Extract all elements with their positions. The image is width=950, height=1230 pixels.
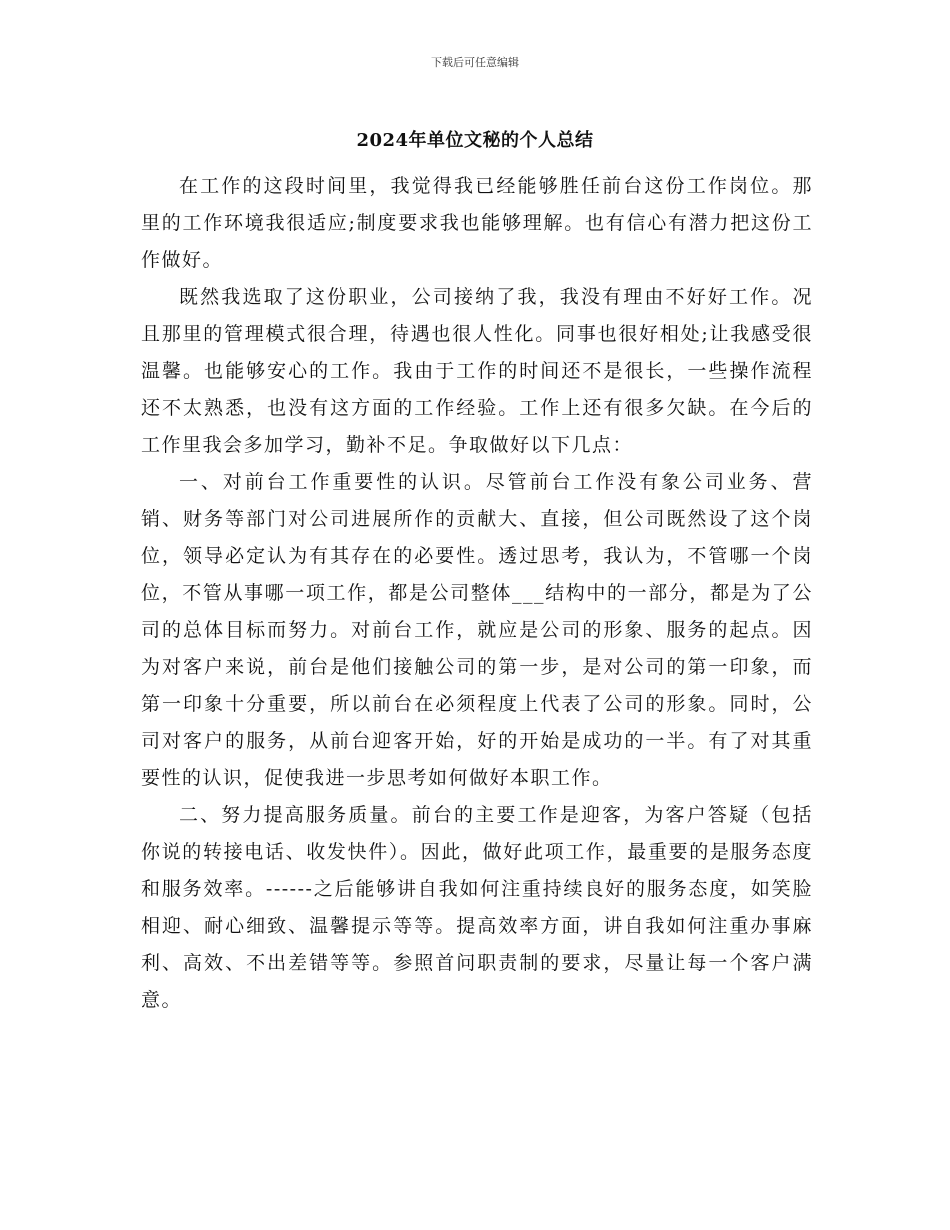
paragraph: 既然我选取了这份职业，公司接纳了我，我没有理由不好好工作。况且那里的管理模式很合理，待遇也很人性化。同事也很好相处;让我感受很温馨。也能够安心的工作。我由于工作的时间还不是很长，一些操作流程还不太熟悉，也没有这方面的工作经验。工作上还有很多欠缺。在今后的工作里我会多加学习，勤补不足。争取做好以下几点： bbox=[141, 286, 813, 456]
document-title: 2024年单位文秘的个人总结 bbox=[356, 130, 594, 151]
paragraph: 在工作的这段时间里，我觉得我已经能够胜任前台这份工作岗位。那里的工作环境我很适应;制度要求我也能够理解。也有信心有潜力把这份工作做好。 bbox=[141, 175, 813, 271]
paragraph: 二、努力提高服务质量。前台的主要工作是迎客，为客户答疑（包括你说的转接电话、收发快件）。因此，做好此项工作，最重要的是服务态度和服务效率。------之后能够讲自我如何注重持续良好的服务态度，如笑脸相迎、耐心细致、温馨提示等等。提高效率方面，讲自我如何注重办事麻利、高效、不出差错等等。参照首问职责制的要求，尽量让每一个客户满意。 bbox=[141, 804, 813, 1011]
paragraph: 一、对前台工作重要性的认识。尽管前台工作没有象公司业务、营销、财务等部门对公司进展所作的贡献大、直接，但公司既然设了这个岗位，领导必定认为有其存在的必要性。透过思考，我认为，不管哪一个岗位，不管从事哪一项工作，都是公司整体___结构中的一部分，都是为了公司的总体目标而努力。对前台工作，就应是公司的形象、服务的起点。因为对客户来说，前台是他们接触公司的第一步，是对公司的第一印象，而第一印象十分重要，所以前台在必须程度上代表了公司的形象。同时，公司对客户的服务，从前台迎客开始，好的开始是成功的一半。有了对其重要性的认识，促使我进一步思考如何做好本职工作。 bbox=[141, 471, 813, 789]
page-header-note: 下载后可任意编辑 bbox=[431, 56, 519, 69]
document-body bbox=[141, 168, 813, 1019]
